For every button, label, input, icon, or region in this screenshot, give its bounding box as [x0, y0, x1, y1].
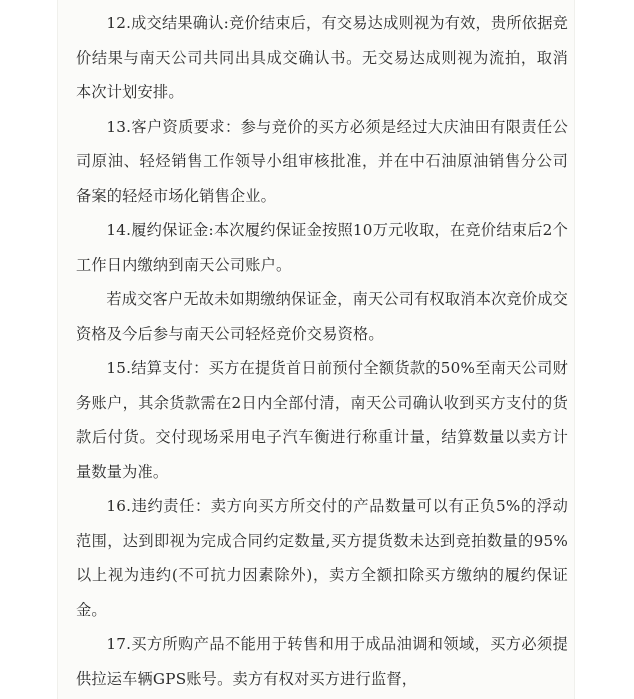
clause-17-resale-restriction: 17.买方所购产品不能用于转售和用于成品油调和领域，买方必须提供拉运车辆GPS账号。卖方有权对买方进行监督， — [76, 635, 568, 688]
clause-13-customer-qualification: 13.客户资质要求：参与竞价的买方必须是经过大庆油田有限责任公司原油、轻烃销售工作领导小组审核批准，并在中石油原油销售分公司备案的轻烃市场化销售企业。 — [76, 117, 568, 205]
clause-16-breach-liability: 16.违约责任：卖方向买方所交付的产品数量可以有正负5%的浮动范围，达到即视为完成合同约定数量,买方提货数未达到竞拍数量的95%以上视为违约(不可抗力因素除外)，卖方全额扣除买方缴纳的履约保证金。 — [76, 497, 568, 619]
clause-15-settlement-payment: 15.结算支付：买方在提货首日前预付全额货款的50%至南天公司财务账户，其余货款需在2日内全部付清，南天公司确认收到买方支付的货款后付货。交付现场采用电子汽车衡进行称重计量，结算数量以卖方计量数量为准。 — [76, 359, 568, 481]
document-body — [76, 6, 568, 696]
clause-12-transaction-confirmation: 12.成交结果确认:竞价结束后，有交易达成则视为有效，贵所依据竞价结果与南天公司共同出具成交确认书。无交易达成则视为流拍，取消本次计划安排。 — [76, 14, 568, 101]
document-page — [58, 0, 574, 699]
clause-14-deposit-default: 若成交客户无故未如期缴纳保证金，南天公司有权取消本次竞价成交资格及今后参与南天公司轻烃竞价交易资格。 — [76, 290, 569, 343]
clause-14-performance-deposit: 14.履约保证金:本次履约保证金按照10万元收取，在竞价结束后2个工作日内缴纳到南天公司账户。 — [76, 221, 568, 274]
